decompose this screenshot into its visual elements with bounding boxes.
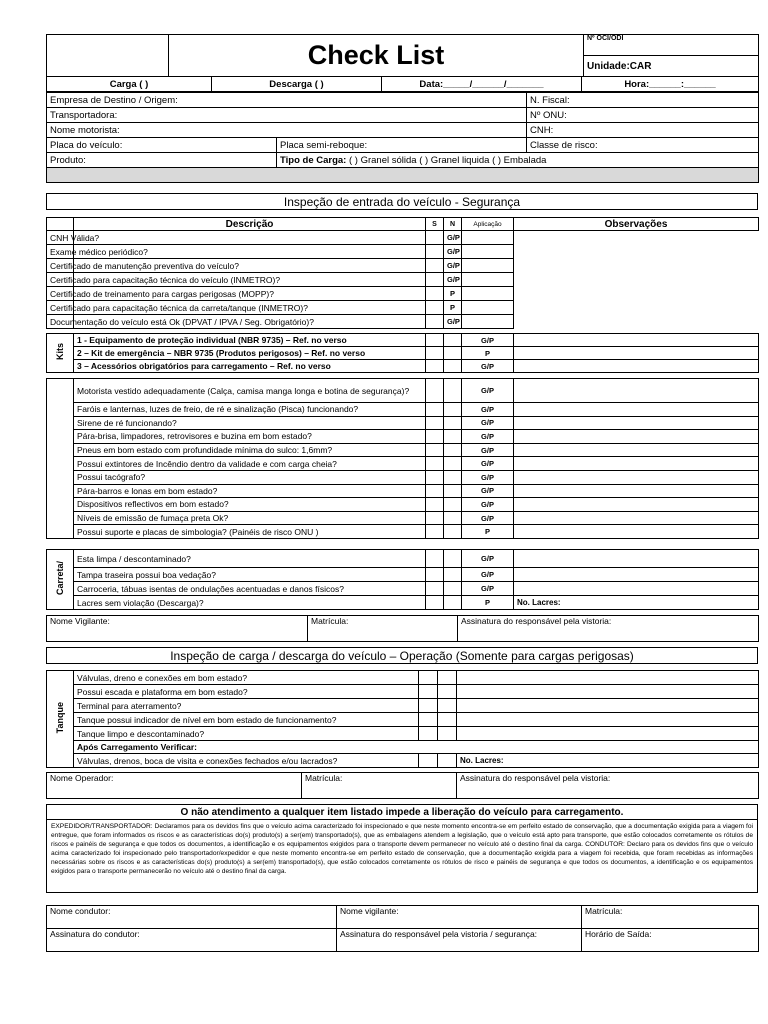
item-description: Documentação do veículo está Ok (DPVAT / IPVA / Seg. Obrigatório)? bbox=[47, 315, 74, 329]
footer-table bbox=[46, 905, 759, 952]
col-descricao: Descrição bbox=[74, 218, 426, 231]
item-description: 1 - Equipamento de proteção individual (NBR 9735) – Ref. no verso bbox=[74, 334, 426, 347]
checklist-row bbox=[47, 430, 759, 444]
transportadora-field[interactable]: Transportadora: bbox=[47, 108, 527, 123]
unit-label: Unidade:CAR bbox=[584, 56, 759, 77]
check-sim[interactable] bbox=[426, 430, 444, 444]
item-description: Sirene de ré funcionando? bbox=[74, 416, 426, 430]
nfiscal-field[interactable]: N. Fiscal: bbox=[527, 93, 759, 108]
matricula-footer-field[interactable]: Matrícula: bbox=[582, 906, 759, 929]
date-field[interactable]: Data:_____/______/_______ bbox=[382, 77, 582, 92]
tipo-carga-field[interactable] bbox=[277, 153, 759, 168]
check-nao[interactable] bbox=[444, 470, 462, 484]
observacao-field[interactable]: No. Lacres: bbox=[457, 754, 759, 768]
observacao-field[interactable] bbox=[514, 470, 759, 484]
item-description: Motorista vestido adequadamente (Calça, camisa manga longa e botina de segurança)? bbox=[74, 379, 426, 403]
produto-field[interactable]: Produto: bbox=[47, 153, 277, 168]
check-sim[interactable] bbox=[426, 416, 444, 430]
observacao-field[interactable] bbox=[462, 231, 514, 245]
aplicacao-value: G/P bbox=[444, 315, 462, 329]
assinatura-field[interactable]: Assinatura do responsável pela vistoria: bbox=[458, 616, 759, 642]
nome-vigilante-field[interactable]: Nome Vigilante: bbox=[47, 616, 308, 642]
observacao-field[interactable] bbox=[514, 347, 759, 360]
aplicacao-value: G/P bbox=[462, 334, 514, 347]
aplicacao-value: G/P bbox=[462, 443, 514, 457]
check-nao[interactable] bbox=[438, 699, 457, 713]
observacao-field[interactable] bbox=[514, 525, 759, 539]
check-sim[interactable] bbox=[426, 379, 444, 403]
item-description: Níveis de emissão de fumaça preta Ok? bbox=[74, 511, 426, 525]
aplicacao-value: P bbox=[462, 525, 514, 539]
item-description: Lacres sem violação (Descarga)? bbox=[74, 596, 426, 610]
check-nao[interactable] bbox=[444, 596, 462, 610]
aplicacao-value: P bbox=[462, 347, 514, 360]
col-aplicacao: Aplicação bbox=[462, 218, 514, 231]
item-description: Dispositivos reflectivos em bom estado? bbox=[74, 498, 426, 512]
apos-carregamento-label: Após Carregamento Verificar: bbox=[74, 741, 759, 754]
check-nao[interactable] bbox=[444, 568, 462, 582]
item-description: Certificado para capacitação técnica da carreta/tanque (INMETRO)? bbox=[47, 301, 74, 315]
nome-operador-field[interactable]: Nome Operador: bbox=[47, 773, 302, 799]
check-sim[interactable] bbox=[426, 470, 444, 484]
check-sim[interactable] bbox=[419, 699, 438, 713]
kits-group bbox=[47, 334, 74, 373]
aplicacao-value: G/P bbox=[462, 416, 514, 430]
check-nao[interactable] bbox=[426, 231, 444, 245]
item-description: Possui suporte e placas de simbologia? (Painéis de risco ONU ) bbox=[74, 525, 426, 539]
check-sim[interactable] bbox=[426, 457, 444, 471]
kits-group-label: Kits bbox=[55, 343, 65, 361]
checklist-row bbox=[47, 498, 759, 512]
tipo-carga-label: Tipo de Carga: bbox=[280, 154, 347, 166]
aplicacao-value: G/P bbox=[444, 245, 462, 259]
checklist-row bbox=[47, 379, 759, 403]
checklist-row bbox=[47, 596, 759, 610]
check-nao[interactable] bbox=[444, 511, 462, 525]
assinatura-operador-field[interactable]: Assinatura do responsável pela vistoria: bbox=[457, 773, 759, 799]
item-description: CNH Válida? bbox=[47, 231, 74, 245]
aplicacao-value: G/P bbox=[444, 273, 462, 287]
observacao-field[interactable] bbox=[514, 403, 759, 417]
apos-carregamento-row bbox=[47, 741, 759, 754]
aplicacao-value: P bbox=[462, 596, 514, 610]
observacao-field[interactable] bbox=[514, 360, 759, 373]
item-description: Válvulas, dreno e conexões em bom estado? bbox=[74, 671, 419, 685]
item-description: Tanque limpo e descontaminado? bbox=[74, 727, 419, 741]
observacao-field[interactable] bbox=[457, 727, 759, 741]
item-description: Tampa traseira possui boa vedação? bbox=[74, 568, 426, 582]
col-observacoes: Observações bbox=[514, 218, 759, 231]
checklist-row bbox=[47, 685, 759, 699]
aplicacao-value: P bbox=[444, 287, 462, 301]
header-table bbox=[46, 34, 759, 77]
tipo-carga-options: ( ) Granel sólida ( ) Granel liquida ( ) Embalada bbox=[346, 154, 547, 166]
vigilante-sign-row bbox=[46, 615, 759, 642]
checklist-row bbox=[47, 416, 759, 430]
check-nao[interactable] bbox=[426, 315, 444, 329]
placa-field[interactable]: Placa do veículo: bbox=[47, 138, 277, 153]
check-nao[interactable] bbox=[426, 245, 444, 259]
item-description: Carroceria, tábuas isentas de ondulações acentuadas e danos físicos? bbox=[74, 582, 426, 596]
aplicacao-value: G/P bbox=[462, 568, 514, 582]
check-nao[interactable] bbox=[444, 525, 462, 539]
observacao-field[interactable] bbox=[514, 443, 759, 457]
divider-bar bbox=[47, 168, 759, 183]
checklist-row bbox=[47, 754, 759, 768]
descarga-checkbox[interactable]: Descarga ( ) bbox=[212, 77, 382, 92]
check-sim[interactable] bbox=[419, 713, 438, 727]
checklist-carreta bbox=[46, 549, 759, 610]
check-nao[interactable] bbox=[438, 713, 457, 727]
checklist-veiculo bbox=[46, 378, 759, 539]
check-sim[interactable] bbox=[426, 443, 444, 457]
observacao-field[interactable] bbox=[462, 301, 514, 315]
check-sim[interactable] bbox=[426, 525, 444, 539]
check-sim[interactable] bbox=[426, 511, 444, 525]
check-nao[interactable] bbox=[438, 754, 457, 768]
carga-checkbox[interactable]: Carga ( ) bbox=[47, 77, 212, 92]
check-nao[interactable] bbox=[444, 443, 462, 457]
check-sim[interactable] bbox=[426, 347, 444, 360]
checklist-row bbox=[47, 315, 759, 329]
check-sim[interactable] bbox=[419, 727, 438, 741]
matricula-operador-field[interactable]: Matrícula: bbox=[302, 773, 457, 799]
checklist-row bbox=[47, 699, 759, 713]
check-nao[interactable] bbox=[426, 259, 444, 273]
declaration-text: EXPEDIDOR/TRANSPORTADOR: Declaramos para os devidos fins que o veículo acima caracterizado foi inspecionado e que neste momento encontra-se em perfeito estado de conservação, que a documentação exigida para a viagem foi entregue, que foram informados os riscos e as características do(s) produto(s) a ser(em) transportado(s), que as embalagens atendem a legislação, que o veículo está apto para transporte, que estão colocados corretamente os rótulos de riscos e painéis de segurança e que todos os documentos, a identificação e os equipamentos exigidos para o transporte devem permanecer no veículo até o destino final da carga. CONDUTOR: Declaro para os devidos fins que o veículo acima caracterizado foi inspecionado pelo transportador/expedidor e que neste momento encontra-se em perfeito estado de conservação, que a documentação exigida para a viagem foi recebida, que foram recebidas as informações necessárias sobre os riscos e as características do(s) produto(s) a ser(em) transportado(s), que estão colocados corretamente os rótulos de risco e painéis de segurança e que todos os documentos, a identificação e os equipamentos exigidos para o transporte permanecerão no veículo até o destino final da carga. bbox=[46, 819, 758, 893]
checklist-row bbox=[47, 231, 759, 245]
tanque-group-label: Tanque bbox=[55, 702, 65, 734]
veiculo-group bbox=[47, 379, 74, 539]
item-description: Pára-barros e lonas em bom estado? bbox=[74, 484, 426, 498]
observacao-field[interactable] bbox=[457, 699, 759, 713]
checklist-row bbox=[47, 245, 759, 259]
check-nao[interactable] bbox=[426, 301, 444, 315]
observacao-field[interactable] bbox=[514, 334, 759, 347]
item-description: Certificado de treinamento para cargas perigosas (MOPP)? bbox=[47, 287, 74, 301]
nome-vigilante-footer-field[interactable]: Nome vigilante: bbox=[337, 906, 582, 929]
observacao-field[interactable] bbox=[457, 671, 759, 685]
check-nao[interactable] bbox=[426, 273, 444, 287]
carreta-group-label: Carreta/ bbox=[55, 561, 65, 596]
item-description: Faróis e lanternas, luzes de freio, de ré e sinalização (Pisca) funcionando? bbox=[74, 403, 426, 417]
aplicacao-value: G/P bbox=[462, 403, 514, 417]
check-sim[interactable] bbox=[419, 671, 438, 685]
observacao-field[interactable] bbox=[514, 582, 759, 596]
checklist-row bbox=[47, 470, 759, 484]
observacao-field[interactable]: No. Lacres: bbox=[514, 596, 759, 610]
check-nao[interactable] bbox=[444, 484, 462, 498]
observacao-field[interactable] bbox=[462, 315, 514, 329]
aplicacao-value: G/P bbox=[462, 550, 514, 568]
check-nao[interactable] bbox=[438, 671, 457, 685]
check-nao[interactable] bbox=[444, 498, 462, 512]
check-nao[interactable] bbox=[438, 685, 457, 699]
onu-field[interactable]: Nº ONU: bbox=[527, 108, 759, 123]
check-sim[interactable] bbox=[426, 334, 444, 347]
check-sim[interactable] bbox=[426, 582, 444, 596]
check-sim[interactable] bbox=[426, 360, 444, 373]
checklist-row bbox=[47, 582, 759, 596]
checklist-row bbox=[47, 287, 759, 301]
check-sim[interactable] bbox=[419, 685, 438, 699]
checklist-row bbox=[47, 727, 759, 741]
observacao-field[interactable] bbox=[514, 379, 759, 403]
checklist-operacao bbox=[46, 670, 759, 768]
check-sim[interactable] bbox=[419, 754, 438, 768]
check-sim[interactable] bbox=[426, 484, 444, 498]
aplicacao-value: G/P bbox=[462, 379, 514, 403]
item-description: Pneus em bom estado com profundidade mínima do sulco: 1,6mm? bbox=[74, 443, 426, 457]
doc-number-label[interactable]: Nº OCI/ODI bbox=[584, 35, 759, 56]
observacao-field[interactable] bbox=[514, 498, 759, 512]
item-description: Pára-brisa, limpadores, retrovisores e buzina em bom estado? bbox=[74, 430, 426, 444]
check-nao[interactable] bbox=[444, 430, 462, 444]
operation-row bbox=[46, 76, 759, 92]
aplicacao-value: G/P bbox=[462, 511, 514, 525]
observacao-field[interactable] bbox=[514, 550, 759, 568]
checklist-row bbox=[47, 259, 759, 273]
operador-sign-row bbox=[46, 772, 759, 799]
observacao-field[interactable] bbox=[462, 273, 514, 287]
item-description: Certificado para capacitação técnica do veículo (INMETRO)? bbox=[47, 273, 74, 287]
aplicacao-value: P bbox=[444, 301, 462, 315]
motorista-field[interactable]: Nome motorista: bbox=[47, 123, 527, 138]
page-title: Check List bbox=[169, 35, 584, 77]
col-s: S bbox=[426, 218, 444, 231]
checklist-row bbox=[47, 484, 759, 498]
logo-box bbox=[47, 35, 169, 77]
checklist-row bbox=[47, 403, 759, 417]
tanque-group bbox=[47, 671, 74, 768]
carreta-group bbox=[47, 550, 74, 610]
item-description: 3 – Acessórios obrigatórios para carregamento – Ref. no verso bbox=[74, 360, 426, 373]
item-description: 2 – Kit de emergência – NBR 9735 (Produtos perigosos) – Ref. no verso bbox=[74, 347, 426, 360]
notice-title: O não atendimento a qualquer item listado impede a liberação do veículo para carregamento. bbox=[46, 804, 758, 820]
item-description: Tanque possui indicador de nível em bom estado de funcionamento? bbox=[74, 713, 419, 727]
aplicacao-value: G/P bbox=[462, 498, 514, 512]
section-title-seguranca: Inspeção de entrada do veículo - Segurança bbox=[46, 193, 758, 210]
classe-risco-field[interactable]: Classe de risco: bbox=[527, 138, 759, 153]
checklist-row bbox=[47, 525, 759, 539]
check-nao[interactable] bbox=[444, 550, 462, 568]
item-description: Exame médico periódico? bbox=[47, 245, 74, 259]
aplicacao-value: G/P bbox=[462, 484, 514, 498]
observacao-field[interactable] bbox=[514, 457, 759, 471]
item-description: Possui tacógrafo? bbox=[74, 470, 426, 484]
checklist-seguranca bbox=[46, 217, 759, 329]
check-sim[interactable] bbox=[426, 403, 444, 417]
observacao-field[interactable] bbox=[457, 685, 759, 699]
matricula-field[interactable]: Matrícula: bbox=[308, 616, 458, 642]
item-description: Possui escada e plataforma em bom estado? bbox=[74, 685, 419, 699]
observacao-field[interactable] bbox=[514, 416, 759, 430]
checklist-row bbox=[47, 713, 759, 727]
observacao-field[interactable] bbox=[462, 259, 514, 273]
observacao-field[interactable] bbox=[462, 245, 514, 259]
check-nao[interactable] bbox=[444, 582, 462, 596]
check-sim[interactable] bbox=[426, 596, 444, 610]
check-nao[interactable] bbox=[426, 287, 444, 301]
item-description: Válvulas, drenos, boca de visita e conexões fechados e/ou lacrados? bbox=[74, 754, 419, 768]
aplicacao-value: G/P bbox=[462, 430, 514, 444]
check-nao[interactable] bbox=[438, 727, 457, 741]
observacao-field[interactable] bbox=[514, 484, 759, 498]
aplicacao-value: G/P bbox=[462, 457, 514, 471]
observacao-field[interactable] bbox=[514, 568, 759, 582]
nome-condutor-field[interactable]: Nome condutor: bbox=[47, 906, 337, 929]
aplicacao-value: G/P bbox=[462, 582, 514, 596]
check-sim[interactable] bbox=[426, 498, 444, 512]
empresa-field[interactable]: Empresa de Destino / Origem: bbox=[47, 93, 527, 108]
horario-saida-field[interactable]: Horário de Saída: bbox=[582, 929, 759, 952]
checklist-row bbox=[47, 511, 759, 525]
observacao-field[interactable] bbox=[457, 713, 759, 727]
observacao-field[interactable] bbox=[514, 430, 759, 444]
check-nao[interactable] bbox=[444, 457, 462, 471]
item-description: Terminal para aterramento? bbox=[74, 699, 419, 713]
checklist-row bbox=[47, 360, 759, 373]
checklist-row bbox=[47, 568, 759, 582]
aplicacao-value: G/P bbox=[462, 470, 514, 484]
checklist-row bbox=[47, 347, 759, 360]
checklist-row bbox=[47, 443, 759, 457]
checklist-row bbox=[47, 671, 759, 685]
aplicacao-value: G/P bbox=[444, 259, 462, 273]
check-nao[interactable] bbox=[444, 403, 462, 417]
placa-semi-field[interactable]: Placa semi-reboque: bbox=[277, 138, 527, 153]
time-field[interactable]: Hora:______:______ bbox=[582, 77, 759, 92]
aplicacao-value: G/P bbox=[444, 231, 462, 245]
checklist-row bbox=[47, 301, 759, 315]
aplicacao-value: G/P bbox=[462, 360, 514, 373]
check-nao[interactable] bbox=[444, 379, 462, 403]
checklist-row bbox=[47, 273, 759, 287]
item-description: Esta limpa / descontaminado? bbox=[74, 550, 426, 568]
item-description: Possui extintores de Incêndio dentro da validade e com carga cheia? bbox=[74, 457, 426, 471]
checklist-row bbox=[47, 334, 759, 347]
check-nao[interactable] bbox=[444, 347, 462, 360]
col-n: N bbox=[444, 218, 462, 231]
section-title-operacao: Inspeção de carga / descarga do veículo – Operação (Somente para cargas perigosas) bbox=[46, 647, 758, 664]
observacao-field[interactable] bbox=[514, 511, 759, 525]
check-nao[interactable] bbox=[444, 360, 462, 373]
item-description: Certificado de manutenção preventiva do veículo? bbox=[47, 259, 74, 273]
check-nao[interactable] bbox=[444, 416, 462, 430]
checklist-row bbox=[47, 457, 759, 471]
checklist-row bbox=[47, 550, 759, 568]
observacao-field[interactable] bbox=[462, 287, 514, 301]
check-sim[interactable] bbox=[426, 568, 444, 582]
assinatura-condutor-field[interactable]: Assinatura do condutor: bbox=[47, 929, 337, 952]
cnh-field[interactable]: CNH: bbox=[527, 123, 759, 138]
assinatura-responsavel-field[interactable]: Assinatura do responsável pela vistoria / segurança: bbox=[337, 929, 582, 952]
check-nao[interactable] bbox=[444, 334, 462, 347]
checklist-kits bbox=[46, 333, 759, 373]
check-sim[interactable] bbox=[426, 550, 444, 568]
group-blank bbox=[47, 218, 74, 231]
check-sim[interactable] bbox=[74, 231, 426, 245]
info-table bbox=[46, 92, 759, 183]
